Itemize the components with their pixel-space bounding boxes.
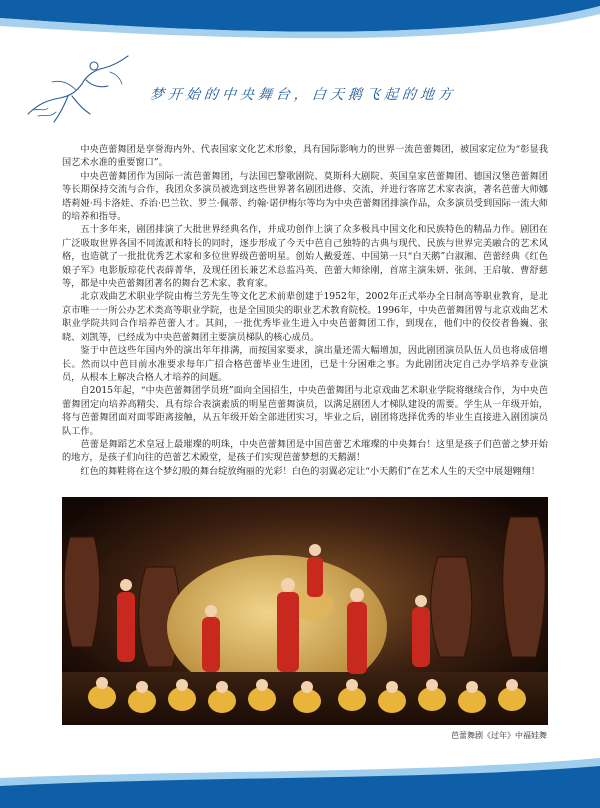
dancer-illustration (24, 52, 132, 128)
photo-caption: 芭蕾舞剧《过年》中福娃舞 (451, 731, 547, 740)
page-heading: 梦开始的中央舞台，白天鹅飞起的地方 (149, 87, 457, 103)
paragraph: 中央芭蕾舞团是享誉海内外、代表国家文化艺术形象，具有国际影响力的世界一流芭蕾舞团，被国家定位为“彰显我国艺术水准的重要窗口”。 (62, 144, 548, 169)
paragraph: 自2015年起，“中央芭蕾舞团学员班”面向全国招生，中央芭蕾舞团与北京戏曲艺术职业学院将继续合作，为中央芭蕾舞团定向培养高精尖、具有综合表演素质的明星芭蕾舞演员，以满足剧团人才梯队建设的需要。学生从一年级开始，将与芭蕾舞团面对面零距离接触，从五年级开始全部进团实习，毕业之后，剧团将选择优秀的毕业生直接进入剧团演员队工作。 (62, 385, 548, 437)
paragraph: 中央芭蕾舞团作为国际一流芭蕾舞团，与法国巴黎歌剧院、莫斯科大剧院、英国皇家芭蕾舞团、德国汉堡芭蕾舞团等长期保持交流与合作，我团众多演员被选到这些世界著名剧团进修、交流，并进行客席艺术家表演，著名芭蕾大师娜塔莉娅·玛卡洛娃、乔治·巴兰钦、罗兰·佩蒂、约翰·诺伊梅尔等均为中央芭蕾舞团排演作品，众多演员受到国际一流大师的培养和指导。 (62, 170, 548, 223)
paragraph: 红色的舞鞋将在这个梦幻般的舞台绽放绚丽的光彩！白色的羽翼必定让“小天鹅们”在艺术人生的天空中展翅翱翔！ (80, 465, 540, 477)
paragraph: 北京戏曲艺术职业学院由梅兰芳先生等文化艺术前辈创建于1952年，2002年正式举办全日制高等职业教育，是北京市唯一一所公办艺术类高等职业学院，也是全国顶尖的职业艺术教育院校。1996年，中央芭蕾舞团曾与北京戏曲艺术职业学院共同合作培养芭蕾人才。其间，一批优秀毕业生进入中央芭蕾舞团工作，到现在，他们中的佼佼者鲁巍、张晓、刘凯等，已经成为中央芭蕾舞团主要演员梯队的核心成员。 (62, 291, 548, 343)
article-body (62, 143, 548, 478)
bottom-decorative-band (0, 748, 600, 808)
top-decorative-band (0, 0, 600, 48)
paragraph: 芭蕾是舞蹈艺术皇冠上最璀璨的明珠，中央芭蕾舞团是中国芭蕾艺术璀璨的中央舞台！这里是孩子们芭蕾之梦开始的地方，是孩子们向往的芭蕾艺术殿堂，是孩子们实现芭蕾梦想的天鹅湖！ (62, 438, 548, 464)
paragraph: 五十多年来，剧团排演了大批世界经典名作，并成功创作上演了众多极具中国文化和民族特色的精品力作。剧团在广泛吸取世界各国不同流派和特长的同时，逐步形成了今天中芭自己独特的古典与现代、民族与世界完美融合的艺术风格，也造就了一批批优秀艺术家和多位世界级芭蕾明星。创始人戴爱莲、中国第一只“白天鹅”白淑湘、芭蕾经典《红色娘子军》电影版琼花代表薛菁华，及现任团长兼艺术总监冯英、芭蕾大师徐刚，首席主演朱妍、张剑、王启敏、曹舒慈等，都是中央芭蕾舞团著名的舞台艺术家、教育家。 (62, 224, 548, 290)
ballet-stage-photo (62, 497, 548, 725)
paragraph: 鉴于中芭这些年国内外的演出年年排满，而按国家要求，演出量还需大幅增加，因此剧团演员队伍人员也将成倍增长。然而以中芭目前水准要求每年广招合格芭蕾毕业生进团，已是十分困难之事。为此剧团决定自己办学培养专业演员，从根本上解决合格人才培养的问题。 (62, 345, 548, 383)
